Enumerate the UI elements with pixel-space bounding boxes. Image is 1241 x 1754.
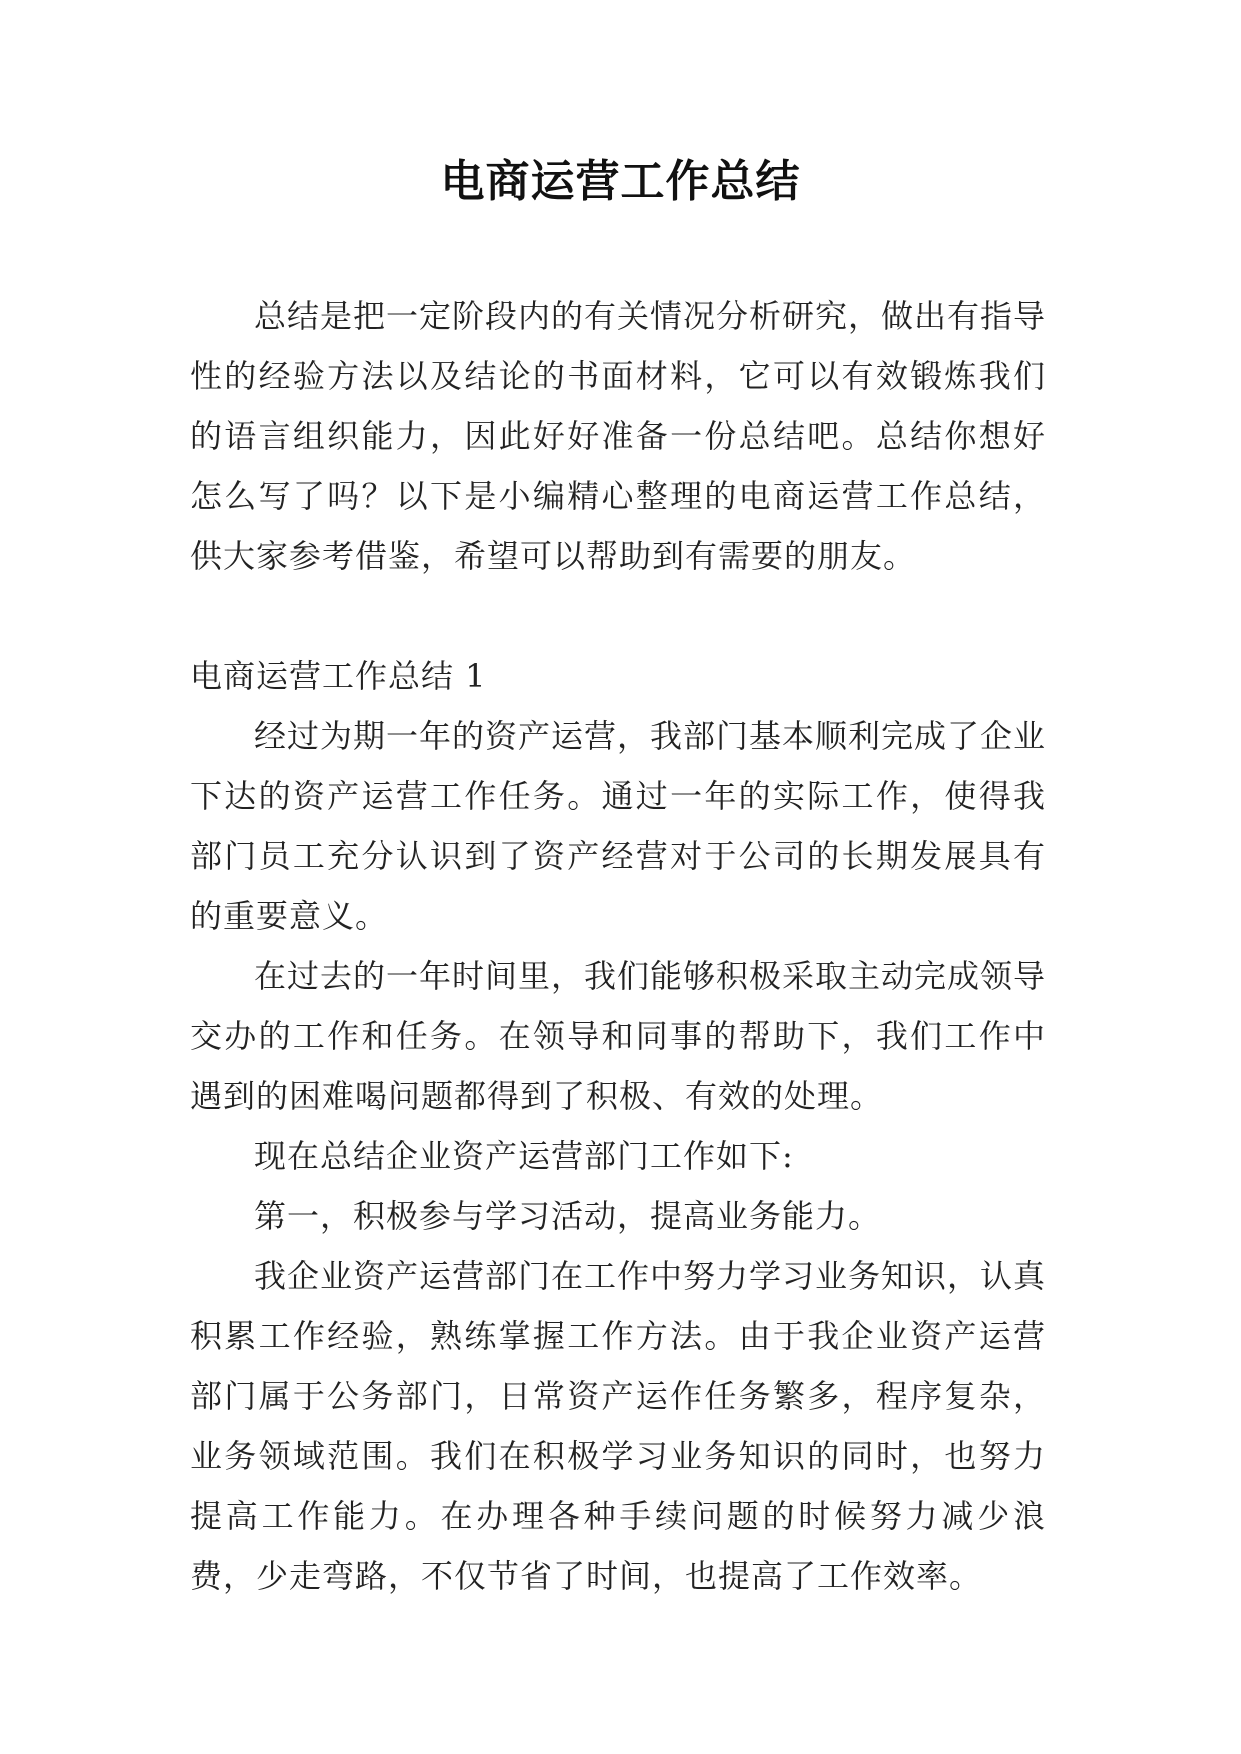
body-paragraph-4: 第一，积极参与学习活动，提高业务能力。	[254, 1197, 882, 1235]
body-paragraph-3: 现在总结企业资产运营部门工作如下:	[254, 1137, 794, 1175]
paragraph-spacer	[190, 586, 1046, 646]
document-title: 电商运营工作总结	[440, 156, 801, 207]
body-paragraph-1: 经过为期一年的资产运营，我部门基本顺利完成了企业下达的资产运营工作任务。通过一年的实际工作，使得我部门员工充分认识到了资产经营对于公司的长期发展具有的重要意义。	[190, 717, 1047, 935]
document-body	[190, 286, 1046, 1606]
body-paragraph-5: 我企业资产运营部门在工作中努力学习业务知识，认真积累工作经验，熟练掌握工作方法。由于我企业资产运营部门属于公务部门，日常资产运作任务繁多，程序复杂，业务领域范围。我们在积极学习业务知识的同时，也努力提高工作能力。在办理各种手续问题的时候努力减少浪费，少走弯路，不仅节省了时间，也提高了工作效率。	[190, 1257, 1047, 1595]
intro-paragraph: 总结是把一定阶段内的有关情况分析研究，做出有指导性的经验方法以及结论的书面材料，它可以有效锻炼我们的语言组织能力，因此好好准备一份总结吧。总结你想好怎么写了吗？以下是小编精心整理的电商运营工作总结，供大家参考借鉴，希望可以帮助到有需要的朋友。	[190, 297, 1047, 575]
body-paragraph-2: 在过去的一年时间里，我们能够积极采取主动完成领导交办的工作和任务。在领导和同事的帮助下，我们工作中遇到的困难喝问题都得到了积极、有效的处理。	[190, 957, 1047, 1115]
section-heading: 电商运营工作总结 1	[190, 657, 487, 695]
